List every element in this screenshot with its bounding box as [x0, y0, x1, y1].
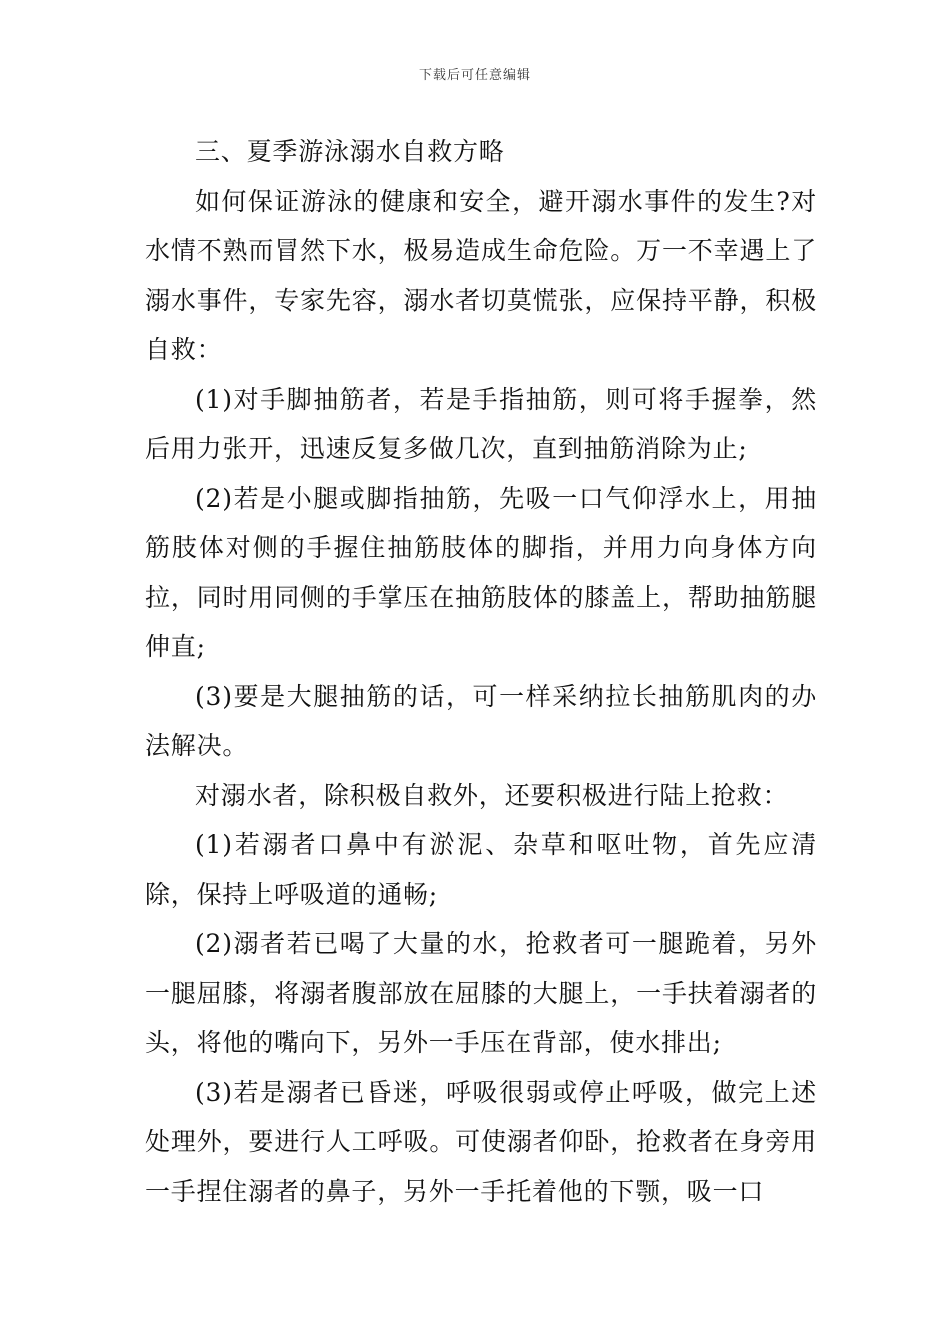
paragraph-land-rescue-1: (1)若溺者口鼻中有淤泥、杂草和呕吐物，首先应清除，保持上呼吸道的通畅; — [145, 830, 817, 909]
section-heading: 三、夏季游泳溺水自救方略 — [195, 137, 505, 166]
paragraph-land-rescue-3: (3)若是溺者已昏迷，呼吸很弱或停止呼吸，做完上述处理外，要进行人工呼吸。可使溺者仰卧，抢救者在身旁用一手捏住溺者的鼻子，另外一手托着他的下颚，吸一口 — [145, 1077, 817, 1206]
paragraph-self-rescue-2: (2)若是小腿或脚指抽筋，先吸一口气仰浮水上，用抽筋肢体对侧的手握住抽筋肢体的脚指，并用力向身体方向拉，同时用同侧的手掌压在抽筋肢体的膝盖上，帮助抽筋腿伸直; — [145, 483, 817, 661]
paragraph-self-rescue-1: (1)对手脚抽筋者，若是手指抽筋，则可将手握拳，然后用力张开，迅速反复多做几次，直到抽筋消除为止; — [145, 384, 817, 463]
paragraph-land-rescue-intro: 对溺水者，除积极自救外，还要积极进行陆上抢救： — [195, 780, 789, 810]
paragraph-intro: 如何保证游泳的健康和安全，避开溺水事件的发生?对水情不熟而冒然下水，极易造成生命危险。万一不幸遇上了溺水事件，专家先容，溺水者切莫慌张，应保持平静，积极自救： — [145, 186, 817, 364]
paragraph-self-rescue-3: (3)要是大腿抽筋的话，可一样采纳拉长抽筋肌肉的办法解决。 — [145, 681, 817, 760]
page-header: 下载后可任意编辑 — [418, 68, 531, 83]
paragraph-land-rescue-2: (2)溺者若已喝了大量的水，抢救者可一腿跪着，另外一腿屈膝，将溺者腹部放在屈膝的大腿上，一手扶着溺者的头，将他的嘴向下，另外一手压在背部，使水排出; — [145, 929, 817, 1057]
document-body — [145, 127, 817, 1216]
